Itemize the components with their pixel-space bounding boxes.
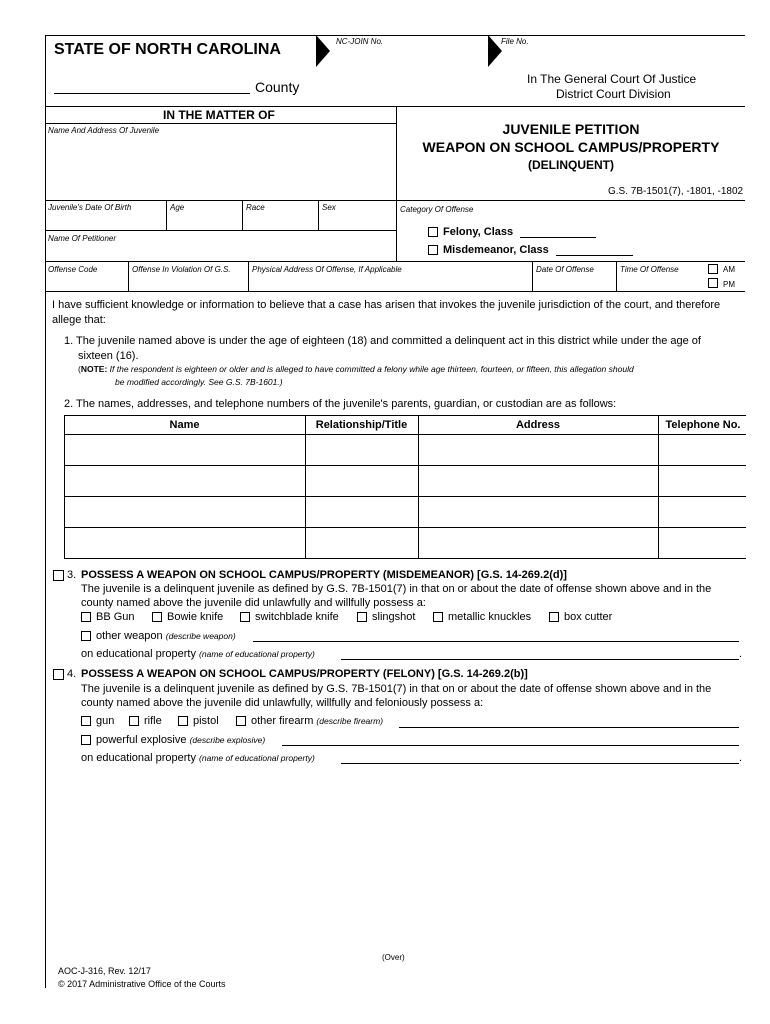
divider bbox=[242, 200, 243, 230]
item4-desc2: county named above the juvenile did unlawfully, willfully and feloniously possess a: bbox=[81, 697, 484, 709]
divider bbox=[128, 261, 129, 291]
am-checkbox[interactable] bbox=[708, 264, 718, 274]
other-weapon-checkbox[interactable] bbox=[81, 631, 91, 641]
table-rule bbox=[64, 415, 746, 416]
slingshot-label: slingshot bbox=[372, 611, 416, 623]
box-cutter-label: box cutter bbox=[564, 611, 613, 623]
offense-code-label: Offense Code bbox=[48, 265, 98, 274]
felony-label: Felony, Class bbox=[443, 226, 514, 238]
misdemeanor-label: Misdemeanor, Class bbox=[443, 244, 549, 256]
item4-property-input-line[interactable] bbox=[341, 763, 739, 764]
item4-property-text: on educational property bbox=[81, 752, 196, 764]
note-label: NOTE: bbox=[80, 364, 108, 374]
misdemeanor-class-line[interactable] bbox=[556, 255, 633, 256]
table-row[interactable] bbox=[65, 466, 745, 496]
bowie-knife-label: Bowie knife bbox=[167, 611, 224, 623]
metallic-knuckles-checkbox[interactable] bbox=[433, 612, 443, 622]
petition-title: JUVENILE PETITION bbox=[502, 121, 640, 137]
other-firearm-text: other firearm bbox=[251, 715, 314, 727]
pm-label: PM bbox=[723, 280, 735, 289]
switchblade-checkbox[interactable] bbox=[240, 612, 250, 622]
juvenile-name-address-field[interactable] bbox=[47, 134, 394, 200]
divider bbox=[45, 200, 745, 201]
item3-number: 3. bbox=[67, 569, 77, 581]
metallic-knuckles-label: metallic knuckles bbox=[448, 611, 532, 623]
explosive-text: powerful explosive bbox=[96, 734, 187, 746]
item4-property-label bbox=[81, 752, 315, 764]
col-header-relationship: Relationship/Title bbox=[315, 419, 408, 431]
gun-label: gun bbox=[96, 715, 115, 727]
offense-violation-label: Offense In Violation Of G.S. bbox=[132, 265, 231, 274]
note-line1: (NOTE: If the respondent is eighteen or older and is alleged to have committed a felony while age thirteen, fourteen, or fifteen, this allegation should bbox=[78, 364, 634, 374]
pm-checkbox[interactable] bbox=[708, 278, 718, 288]
table-row[interactable] bbox=[65, 528, 745, 558]
other-firearm-hint: (describe firearm) bbox=[316, 716, 384, 726]
race-label: Race bbox=[246, 203, 265, 212]
item1-line2: sixteen (16). bbox=[78, 350, 139, 362]
arrow-marker-icon bbox=[316, 35, 330, 67]
item4-property-hint: (name of educational property) bbox=[199, 753, 315, 763]
other-weapon-label bbox=[96, 630, 236, 642]
period: . bbox=[739, 752, 743, 764]
petition-type: (DELINQUENT) bbox=[528, 158, 614, 172]
date-offense-label: Date Of Offense bbox=[536, 265, 594, 274]
state-title: STATE OF NORTH CAROLINA bbox=[54, 41, 281, 58]
period: . bbox=[739, 648, 743, 660]
slingshot-checkbox[interactable] bbox=[357, 612, 367, 622]
top-border bbox=[45, 35, 745, 36]
item3-property-label bbox=[81, 648, 315, 660]
matter-heading: IN THE MATTER OF bbox=[163, 108, 275, 122]
item3-property-hint: (name of educational property) bbox=[199, 649, 315, 659]
table-row[interactable] bbox=[65, 497, 745, 527]
arrow-marker-icon bbox=[488, 35, 502, 67]
divider bbox=[45, 291, 745, 292]
col-header-telephone: Telephone No. bbox=[665, 419, 741, 431]
nc-join-label: NC-JOIN No. bbox=[336, 37, 384, 46]
explosive-input-line[interactable] bbox=[282, 745, 739, 746]
divider bbox=[45, 261, 745, 262]
item1-line1: 1. The juvenile named above is under the age of eighteen (18) and committed a delinquent act in this district while under the age of bbox=[64, 335, 701, 347]
table-row[interactable] bbox=[65, 435, 745, 465]
intro-line1: I have sufficient knowledge or information to believe that a case has arisen that invokes the juvenile jurisdiction of the court, and therefore bbox=[52, 299, 721, 311]
table-rule bbox=[64, 558, 746, 559]
explosive-hint: (describe explosive) bbox=[189, 735, 266, 745]
rifle-label: rifle bbox=[144, 715, 162, 727]
rifle-checkbox[interactable] bbox=[129, 716, 139, 726]
dob-label: Juvenile's Date Of Birth bbox=[48, 203, 132, 212]
divider bbox=[45, 123, 396, 124]
other-firearm-checkbox[interactable] bbox=[236, 716, 246, 726]
copyright: © 2017 Administrative Office of the Courts bbox=[58, 979, 226, 989]
petitioner-label: Name Of Petitioner bbox=[48, 234, 117, 243]
misdemeanor-checkbox[interactable] bbox=[428, 245, 438, 255]
divider bbox=[318, 200, 319, 230]
other-weapon-input-line[interactable] bbox=[253, 641, 739, 642]
over-note: (Over) bbox=[382, 953, 405, 962]
switchblade-label: switchblade knife bbox=[255, 611, 339, 623]
bb-gun-checkbox[interactable] bbox=[81, 612, 91, 622]
item3-checkbox[interactable] bbox=[53, 570, 64, 581]
item4-number: 4. bbox=[67, 668, 77, 680]
category-label: Category Of Offense bbox=[400, 205, 474, 214]
pistol-checkbox[interactable] bbox=[178, 716, 188, 726]
item3-property-input-line[interactable] bbox=[341, 659, 739, 660]
other-firearm-label bbox=[251, 715, 383, 727]
physical-address-label: Physical Address Of Offense, If Applicable bbox=[252, 265, 402, 274]
item2-text: 2. The names, addresses, and telephone numbers of the juvenile's parents, guardian, or custodian are as follows: bbox=[64, 398, 617, 410]
other-weapon-text: other weapon bbox=[96, 630, 163, 642]
petition-subtitle: WEAPON ON SCHOOL CAMPUS/PROPERTY bbox=[422, 139, 720, 155]
explosive-label bbox=[96, 734, 265, 746]
item4-checkbox[interactable] bbox=[53, 669, 64, 680]
gun-checkbox[interactable] bbox=[81, 716, 91, 726]
court-line1: In The General Court Of Justice bbox=[527, 72, 697, 86]
item4-title: POSSESS A WEAPON ON SCHOOL CAMPUS/PROPERTY (FELONY) [G.S. 14-269.2(b)] bbox=[81, 668, 528, 680]
explosive-checkbox[interactable] bbox=[81, 735, 91, 745]
item3-property-text: on educational property bbox=[81, 648, 196, 660]
col-header-name: Name bbox=[169, 419, 200, 431]
file-no-label: File No. bbox=[501, 37, 529, 46]
sex-label: Sex bbox=[322, 203, 336, 212]
am-label: AM bbox=[723, 265, 735, 274]
pistol-label: pistol bbox=[193, 715, 219, 727]
note-line2: be modified accordingly. See G.S. 7B-1601.) bbox=[115, 377, 283, 387]
item3-desc1: The juvenile is a delinquent juvenile as defined by G.S. 7B-1501(7) in that on or about the date of offense shown above and in the bbox=[81, 583, 712, 595]
divider bbox=[45, 106, 745, 107]
item4-desc1: The juvenile is a delinquent juvenile as defined by G.S. 7B-1501(7) in that on or about the date of offense shown above and in the bbox=[81, 683, 712, 695]
col-header-address: Address bbox=[515, 419, 561, 431]
other-weapon-hint: (describe weapon) bbox=[165, 631, 236, 641]
statute-reference: G.S. 7B-1501(7), -1801, -1802 bbox=[608, 186, 744, 197]
felony-class-line[interactable] bbox=[520, 237, 596, 238]
felony-checkbox[interactable] bbox=[428, 227, 438, 237]
name-address-label: Name And Address Of Juvenile bbox=[48, 126, 160, 135]
time-offense-label: Time Of Offense bbox=[620, 265, 679, 274]
county-label: County bbox=[255, 79, 300, 95]
divider bbox=[616, 261, 617, 291]
box-cutter-checkbox[interactable] bbox=[549, 612, 559, 622]
court-line2: District Court Division bbox=[556, 87, 671, 101]
divider bbox=[532, 261, 533, 291]
divider bbox=[248, 261, 249, 291]
item3-desc2: county named above the juvenile did unlawfully and willfully possess a: bbox=[81, 597, 426, 609]
left-border bbox=[45, 35, 46, 988]
county-input-line[interactable] bbox=[54, 93, 250, 94]
intro-line2: allege that: bbox=[52, 314, 106, 326]
age-label: Age bbox=[170, 203, 185, 212]
divider bbox=[396, 200, 397, 261]
divider bbox=[166, 200, 167, 230]
note-text: If the respondent is eighteen or older and is alleged to have committed a felony while age thirteen, fourteen, or fifteen, this allegation should bbox=[109, 364, 634, 374]
other-firearm-input-line[interactable] bbox=[399, 727, 739, 728]
form-number: AOC-J-316, Rev. 12/17 bbox=[58, 966, 151, 976]
bb-gun-label: BB Gun bbox=[96, 611, 135, 623]
item3-title: POSSESS A WEAPON ON SCHOOL CAMPUS/PROPERTY (MISDEMEANOR) [G.S. 14-269.2(d)] bbox=[81, 569, 567, 581]
bowie-knife-checkbox[interactable] bbox=[152, 612, 162, 622]
divider bbox=[45, 230, 396, 231]
